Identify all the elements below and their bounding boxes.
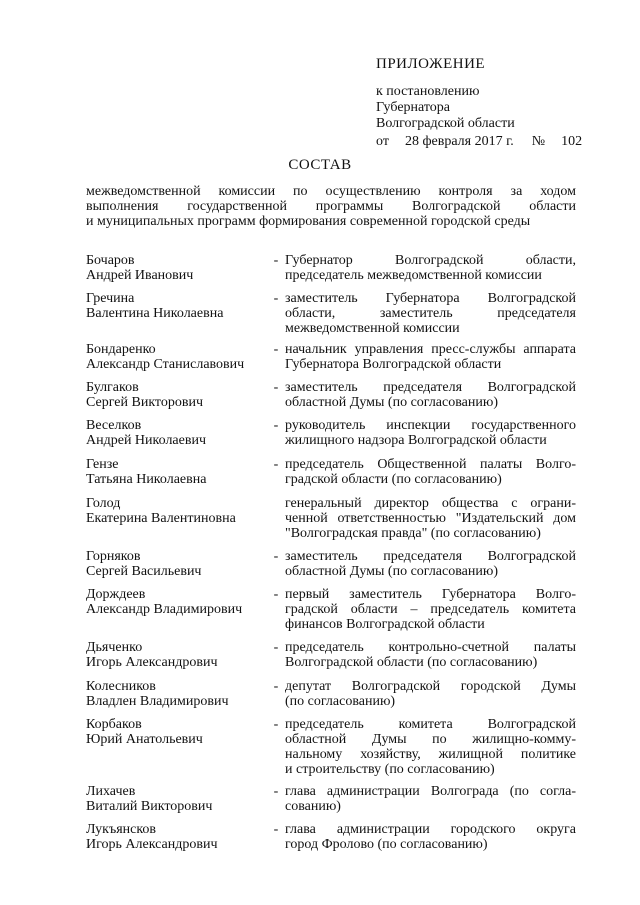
member-dash: - (273, 549, 279, 564)
member-role-line: Волгоградской области (по согласованию) (285, 655, 538, 670)
member-given-name: Игорь Александрович (86, 655, 218, 670)
member-given-name: Андрей Иванович (86, 268, 194, 283)
member-role-line: областной Думы (по согласованию) (285, 564, 498, 579)
member-name (86, 717, 276, 747)
member-role-line: "Волгоградская правда" (по согласованию) (285, 526, 541, 541)
member-surname: Веселков (86, 418, 142, 433)
member-name (86, 496, 276, 526)
member-given-name: Александр Станиславович (86, 357, 245, 372)
member-surname: Дьяченко (86, 640, 143, 655)
decree-date: 28 февраля 2017 г. (404, 134, 514, 149)
member-role-line: области, заместитель председателя (285, 306, 576, 321)
appendix-header (376, 56, 616, 132)
member-dash: - (273, 640, 279, 655)
member-role-line: (по согласованию) (285, 694, 396, 709)
member-role (285, 380, 576, 410)
member-name (86, 679, 276, 709)
member-dash: - (273, 717, 279, 732)
decree-number: 102 (561, 134, 583, 149)
member-surname: Булгаков (86, 380, 139, 395)
member-dash: - (273, 784, 279, 799)
member-role (285, 496, 576, 541)
member-surname: Лихачев (86, 784, 136, 799)
document-subtitle (86, 184, 576, 229)
appendix-line: Губернатора (376, 100, 451, 115)
member-role-line: жилищного надзора Волгоградской области (285, 433, 547, 448)
member-dash: - (273, 418, 279, 433)
member-role-line: ченной ответственностью "Издательский дом (285, 511, 576, 526)
document-title: СОСТАВ (288, 157, 352, 173)
member-name (86, 342, 276, 372)
member-name (86, 291, 276, 321)
subtitle-line: межведомственной комиссии по осуществлению контроля за ходом (86, 184, 576, 199)
member-role-line: нальному хозяйству, жилищной политике (285, 747, 576, 762)
member-surname: Голод (86, 496, 121, 511)
member-role-line: Губернатор Волгоградской области, (285, 253, 576, 268)
appendix-line: Волгоградской области (376, 116, 515, 131)
subtitle-line: и муниципальных программ формирования современной городской среды (86, 214, 531, 229)
member-role-line: градской области – председатель комитета (285, 602, 576, 617)
member-given-name: Александр Владимирович (86, 602, 243, 617)
member-name (86, 457, 276, 487)
member-role (285, 253, 576, 283)
member-role-line: генеральный директор общества с ограни- (285, 496, 576, 511)
member-name (86, 587, 276, 617)
member-role-line: глава администрации Волгограда (по согла- (285, 784, 576, 799)
member-role-line: заместитель председателя Волгоградской (285, 549, 576, 564)
member-dash: - (273, 587, 279, 602)
member-role-line: начальник управления пресс-службы аппарата (285, 342, 576, 357)
member-surname: Бондаренко (86, 342, 156, 357)
member-name (86, 784, 276, 814)
member-given-name: Виталий Викторович (86, 799, 213, 814)
subtitle-line: выполнения государственной программы Волгоградской области (86, 199, 576, 214)
member-role-line: сованию) (285, 799, 341, 814)
member-given-name: Владлен Владимирович (86, 694, 229, 709)
member-given-name: Игорь Александрович (86, 837, 218, 852)
member-role-line: депутат Волгоградской городской Думы (285, 679, 576, 694)
member-name (86, 822, 276, 852)
appendix-title: ПРИЛОЖЕНИЕ (376, 56, 486, 72)
member-surname: Дорждеев (86, 587, 146, 602)
member-role (285, 342, 576, 372)
member-name (86, 380, 276, 410)
appendix-date-line (376, 134, 582, 150)
member-role-line: город Фролово (по согласованию) (285, 837, 488, 852)
member-role (285, 418, 576, 448)
member-role (285, 457, 576, 487)
member-role (285, 640, 576, 670)
member-given-name: Юрий Анатольевич (86, 732, 203, 747)
number-sign: № (531, 134, 546, 149)
member-role-line: областной Думы по жилищно-комму- (285, 732, 576, 747)
member-role-line: председатель межведомственной комиссии (285, 268, 542, 283)
member-given-name: Сергей Васильевич (86, 564, 202, 579)
member-dash: - (273, 291, 279, 306)
member-role-line: председатель контрольно-счетной палаты (285, 640, 576, 655)
member-given-name: Андрей Николаевич (86, 433, 206, 448)
member-role-line: межведомственной комиссии (285, 321, 460, 336)
member-given-name: Сергей Викторович (86, 395, 204, 410)
member-surname: Бочаров (86, 253, 135, 268)
member-surname: Лукъянсков (86, 822, 157, 837)
member-role (285, 784, 576, 814)
member-role-line: заместитель Губернатора Волгоградской (285, 291, 576, 306)
member-role-line: финансов Волгоградской области (285, 617, 485, 632)
member-name (86, 253, 276, 283)
member-surname: Гречина (86, 291, 135, 306)
member-role-line: глава администрации городского округа (285, 822, 576, 837)
member-given-name: Валентина Николаевна (86, 306, 224, 321)
member-role (285, 291, 576, 336)
member-role (285, 717, 576, 777)
date-prefix: от (376, 134, 389, 149)
member-role-line: градской области (по согласованию) (285, 472, 502, 487)
member-role (285, 549, 576, 579)
member-dash: - (273, 822, 279, 837)
member-given-name: Татьяна Николаевна (86, 472, 207, 487)
member-dash: - (273, 457, 279, 472)
member-role-line: руководитель инспекции государственного (285, 418, 576, 433)
member-given-name: Екатерина Валентиновна (86, 511, 236, 526)
member-dash: - (273, 253, 279, 268)
member-dash: - (273, 342, 279, 357)
member-role-line: и строительству (по согласованию) (285, 762, 495, 777)
member-role-line: председатель Общественной палаты Волго- (285, 457, 576, 472)
member-role-line: областной Думы (по согласованию) (285, 395, 498, 410)
member-role-line: заместитель председателя Волгоградской (285, 380, 576, 395)
member-role-line: Губернатора Волгоградской области (285, 357, 502, 372)
member-surname: Корбаков (86, 717, 142, 732)
member-name (86, 418, 276, 448)
member-name (86, 640, 276, 670)
member-surname: Горняков (86, 549, 141, 564)
member-name (86, 549, 276, 579)
appendix-line: к постановлению (376, 84, 480, 99)
member-role-line: первый заместитель Губернатора Волго- (285, 587, 576, 602)
member-surname: Колесников (86, 679, 156, 694)
member-dash: - (273, 380, 279, 395)
member-surname: Гензе (86, 457, 119, 472)
member-role-line: председатель комитета Волгоградской (285, 717, 576, 732)
member-role (285, 822, 576, 852)
member-role (285, 587, 576, 632)
member-role (285, 679, 576, 709)
member-dash: - (273, 679, 279, 694)
